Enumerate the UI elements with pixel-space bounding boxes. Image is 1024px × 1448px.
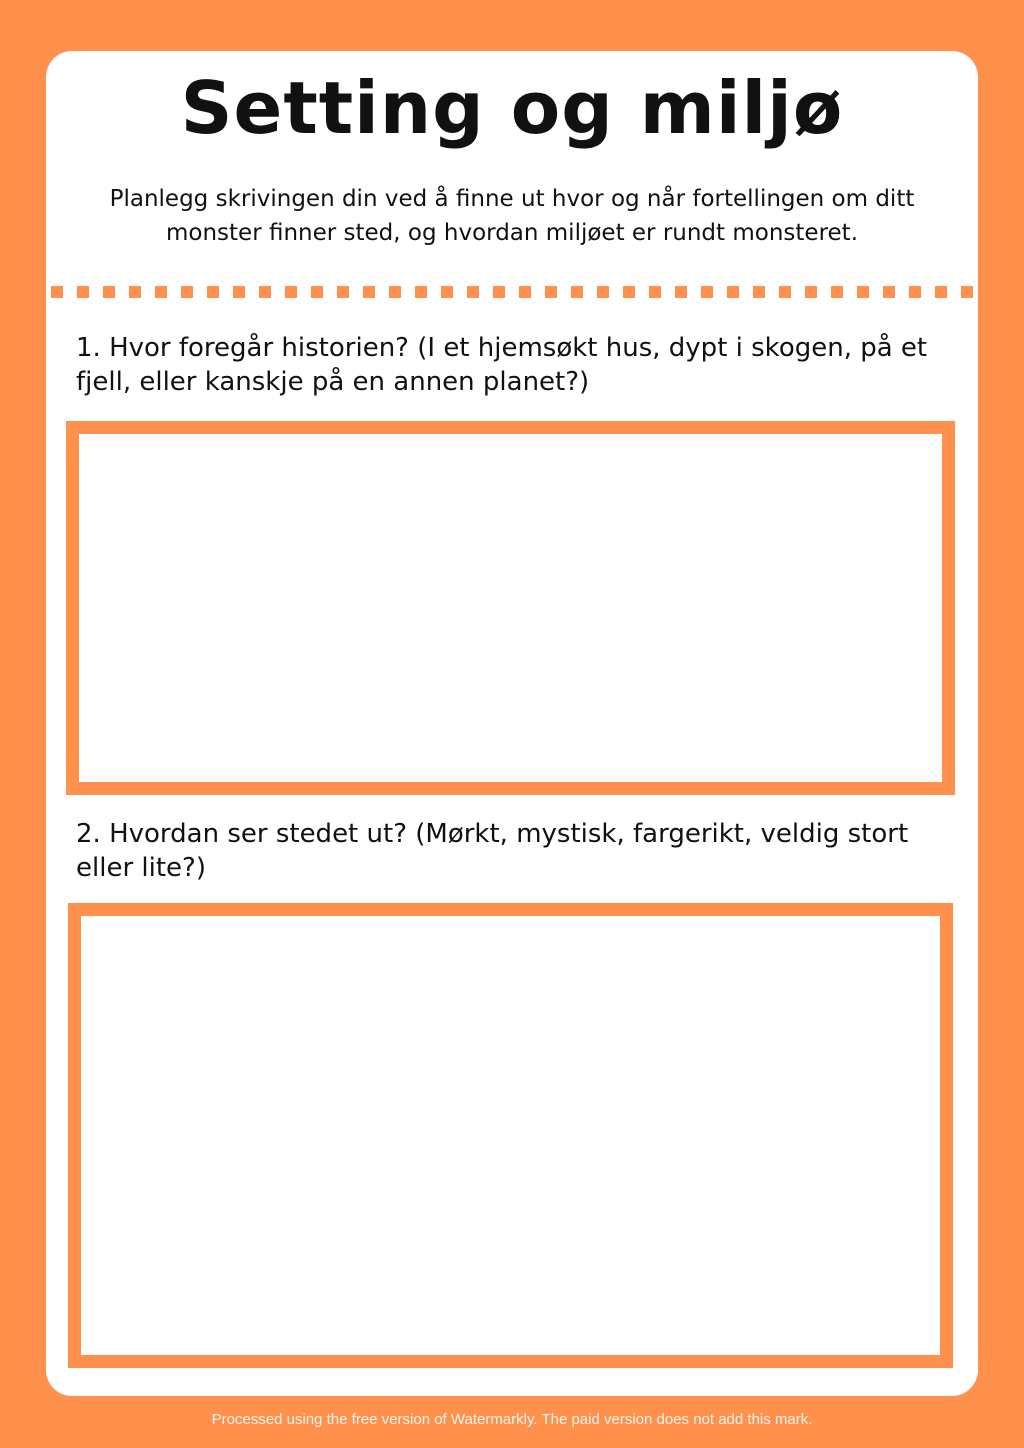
question-1: 1. Hvor foregår historien? (I et hjemsøkt hus, dypt i skogen, på et fjell, eller kanskje på en annen planet?)	[76, 333, 928, 397]
question-2: 2. Hvordan ser stedet ut? (Mørkt, mystisk, fargerikt, veldig stort eller lite?)	[76, 819, 909, 883]
answer-box-2[interactable]	[68, 903, 953, 1368]
answer-box-1[interactable]	[66, 421, 955, 795]
dotted-divider	[51, 286, 973, 298]
worksheet-intro: Planlegg skrivingen din ved å finne ut hvor og når fortellingen om ditt monster finner sted, og hvordan miljøet er rundt monsteret.	[109, 186, 915, 246]
worksheet-title: Setting og miljø	[180, 66, 844, 150]
watermark-notice: Processed using the free version of Watermarkly. The paid version does not add this mark.	[211, 1411, 813, 1428]
